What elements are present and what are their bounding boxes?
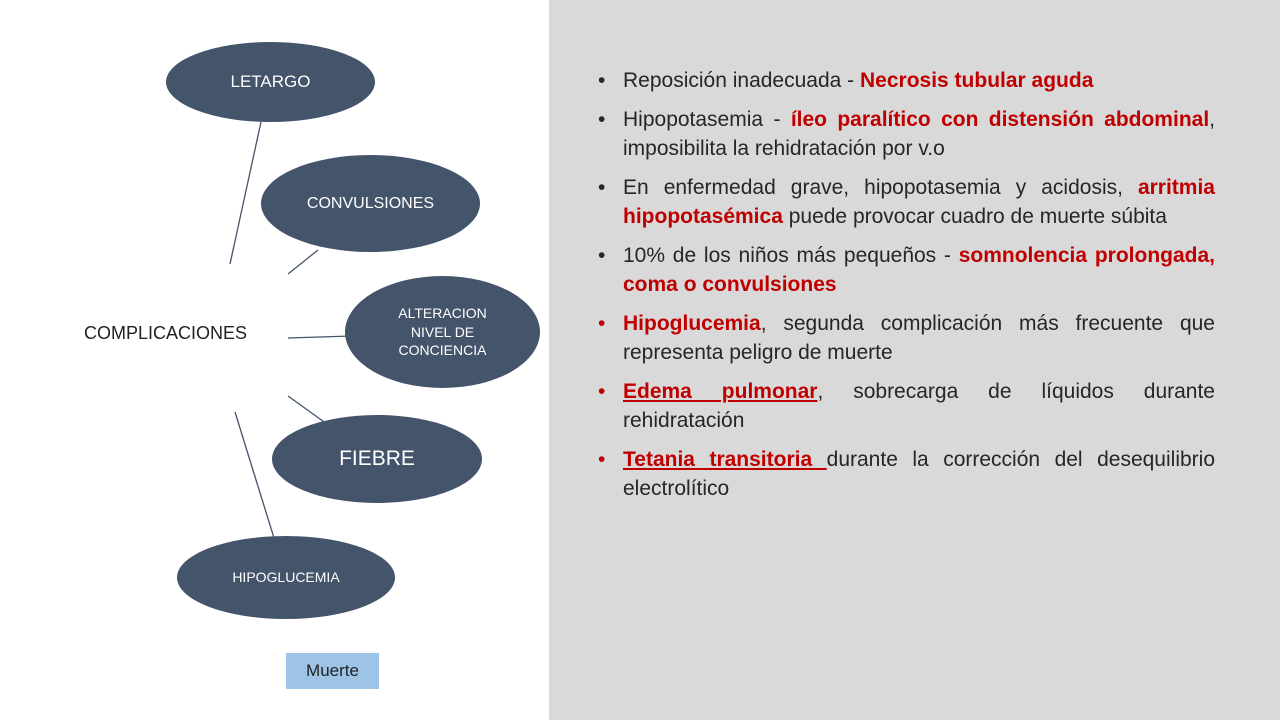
node-letargo bbox=[166, 42, 375, 122]
bullet-tail: , sobrecarga de líquidos durante rehidratación bbox=[623, 380, 1215, 432]
bullet-tail: puede provocar cuadro de muerte súbita bbox=[782, 205, 1167, 228]
bullet-item bbox=[598, 173, 1215, 231]
diagram-panel bbox=[0, 0, 549, 720]
bullet-item bbox=[598, 309, 1215, 367]
bullet-text: 10% de los niños más pequeños - bbox=[623, 244, 959, 267]
bullet-highlight: íleo paralítico con distensión abdominal bbox=[790, 108, 1210, 131]
bullet-dot-icon: • bbox=[598, 312, 606, 335]
bullet-item bbox=[598, 105, 1215, 163]
bullet-dot-icon: • bbox=[598, 176, 606, 199]
bullet-item bbox=[598, 377, 1215, 435]
bullet-tail: durante la corrección del desequilibrio electrolítico bbox=[623, 448, 1216, 500]
node-alteracion-label: ALTERACION NIVEL DE CONCIENCIA bbox=[398, 304, 487, 359]
muerte-box bbox=[286, 653, 379, 689]
node-fiebre bbox=[272, 415, 482, 503]
node-hipoglucemia-label: HIPOGLUCEMIA bbox=[232, 569, 340, 586]
bullet-dot-icon: • bbox=[598, 448, 606, 471]
bullet-text: En enfermedad grave, hipopotasemia y acidosis, bbox=[623, 176, 1138, 199]
bullet-tail: , segunda complicación más frecuente que representa peligro de muerte bbox=[623, 312, 1215, 364]
bullet-dot-icon: • bbox=[598, 380, 606, 403]
bullet-highlight: Necrosis tubular aguda bbox=[860, 69, 1094, 92]
connector-fiebre bbox=[288, 396, 327, 424]
bullet-list bbox=[598, 66, 1215, 513]
node-alteracion bbox=[345, 276, 540, 388]
bullet-highlight: somnolencia prolongada, coma o convulsiones bbox=[623, 244, 1215, 296]
node-convulsiones bbox=[261, 155, 480, 252]
bullet-dot-icon: • bbox=[598, 244, 606, 267]
node-convulsiones-label: CONVULSIONES bbox=[306, 194, 435, 212]
bullet-text: Hipopotasemia - bbox=[623, 108, 791, 131]
node-hipoglucemia bbox=[177, 536, 395, 619]
node-letargo-label: LETARGO bbox=[230, 71, 311, 91]
bullet-highlight: Edema pulmonar bbox=[623, 380, 818, 403]
bullet-item bbox=[598, 241, 1215, 299]
connector-letargo bbox=[230, 122, 261, 264]
node-fiebre-label: FIEBRE bbox=[339, 446, 415, 470]
bullet-tail: , imposibilita la rehidratación por v.o bbox=[623, 108, 1216, 160]
bullet-highlight: arritmia hipopotasémica bbox=[623, 176, 1215, 228]
bullet-item bbox=[598, 66, 1215, 95]
connector-alteracion bbox=[288, 336, 352, 338]
connector-convulsiones bbox=[288, 250, 318, 274]
bullet-highlight: Tetania transitoria bbox=[623, 448, 827, 471]
bullet-text: Reposición inadecuada - bbox=[623, 69, 860, 92]
bullet-dot-icon: • bbox=[598, 69, 606, 92]
muerte-label: Muerte bbox=[306, 661, 359, 680]
connector-hipoglucemia bbox=[235, 412, 274, 538]
bullet-dot-icon: • bbox=[598, 108, 606, 131]
bullet-item bbox=[598, 445, 1215, 503]
center-label: COMPLICACIONES bbox=[84, 323, 248, 343]
bullet-highlight: Hipoglucemia bbox=[623, 312, 761, 335]
